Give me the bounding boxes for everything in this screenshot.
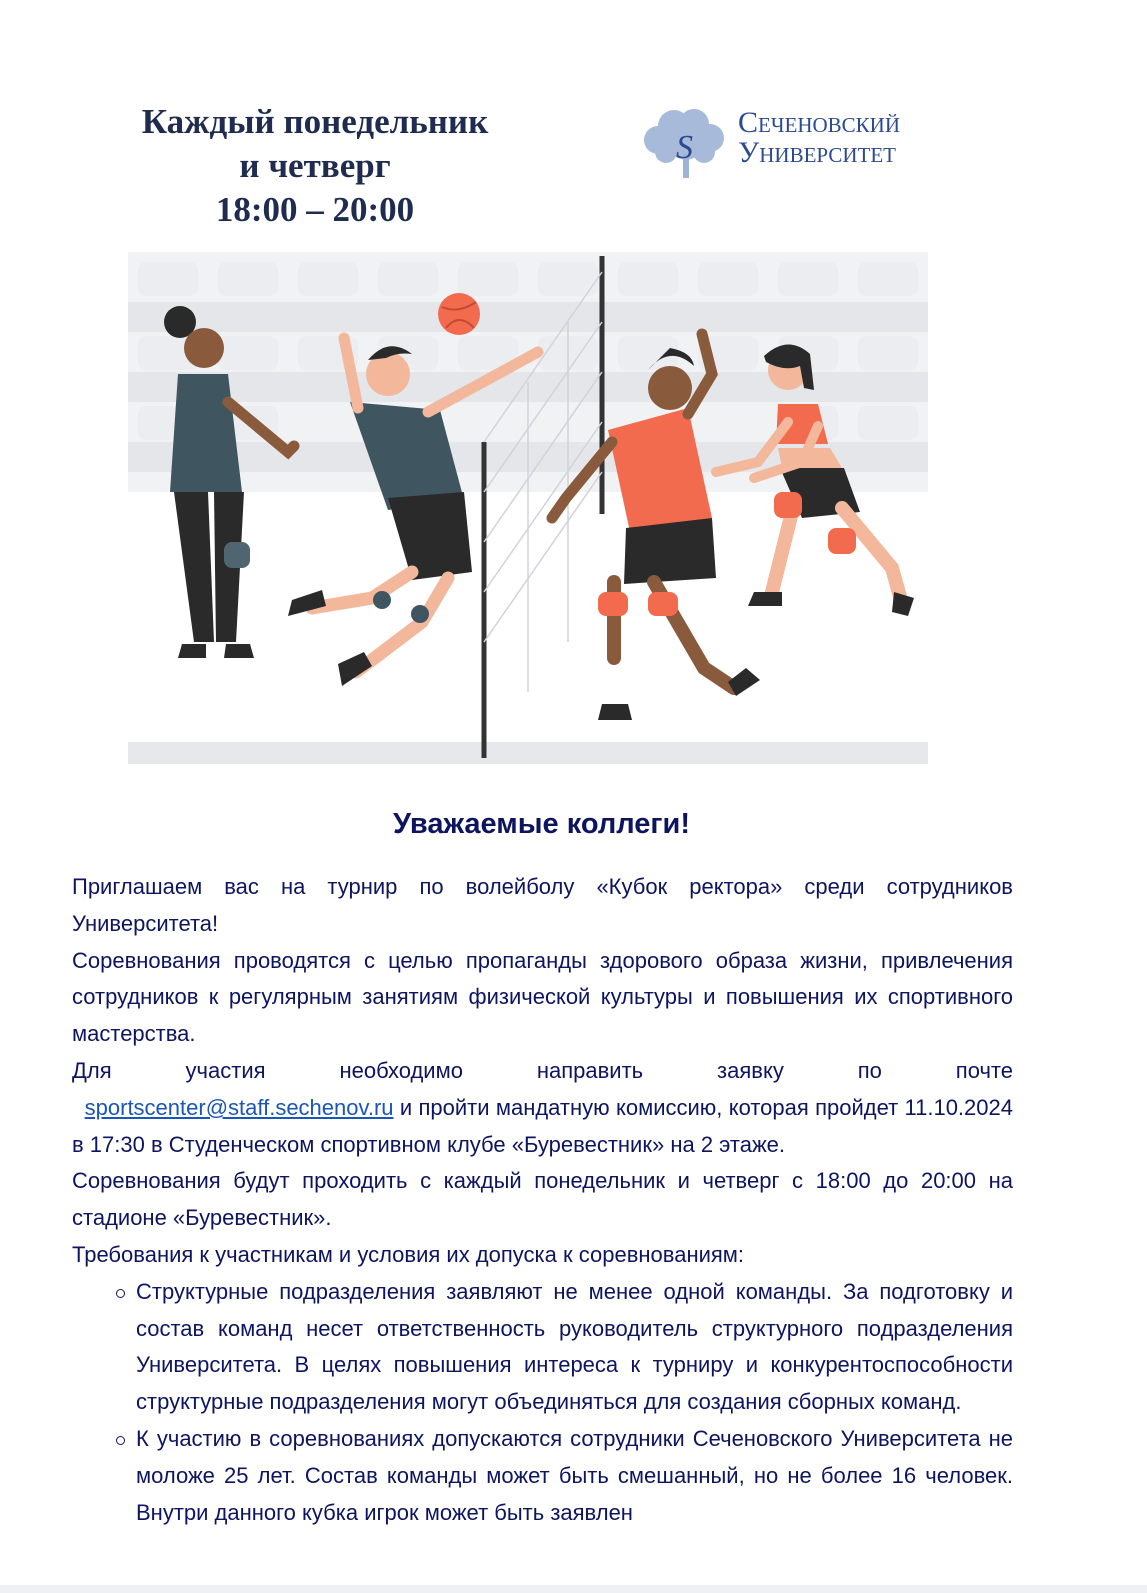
invitation-paragraph: Приглашаем вас на турнир по волейболу «Кубок ректора» среди сотрудников Университета! [72, 874, 1013, 936]
list-item: К участию в соревнованиях допускаются сотрудники Сеченовского Университета не моложе 25 лет. Состав команды может быть смешанный, но не более 16 человек. Внутри данного кубка игрок может быть заявлен [136, 1421, 1013, 1531]
volleyball-players-icon [128, 252, 928, 772]
schedule-line-1: Каждый понедельник [141, 102, 489, 141]
tree-logo-icon [638, 104, 734, 184]
schedule-line-2: и четверг [239, 146, 391, 185]
application-line: Для участия необходимо направить заявку по почте [72, 1057, 1013, 1083]
logo-text [738, 108, 900, 168]
list-item: Структурные подразделения заявляют не менее одной команды. За подготовку и состав команд несет ответственность руководитель структурного подразделения Университета. В целях повышения интереса к турниру и конкурентоспособности структурные подразделения могут объединяться для создания сборных команд. [136, 1274, 1013, 1421]
logo-line-1: Сеченовский [738, 106, 900, 139]
letter-body [72, 869, 1013, 1531]
greeting-heading: Уважаемые коллеги! [393, 808, 690, 840]
schedule-paragraph: Соревнования будут проходить с каждый понедельник и четверг с 18:00 до 20:00 на стадионе «Буревестник». [72, 1168, 1013, 1231]
requirements-intro: Требования к участникам и условия их допуска к соревнованиям: [72, 1241, 745, 1267]
schedule-line-3: 18:00 – 20:00 [215, 190, 415, 229]
university-logo [638, 104, 938, 184]
bottom-scrollbar [0, 1585, 1147, 1593]
email-link[interactable]: sportscenter@staff.sechenov.ru [84, 1094, 394, 1120]
schedule-heading [120, 100, 510, 232]
requirements-list [72, 1274, 1013, 1532]
svg-text:S: S [676, 129, 693, 166]
purpose-paragraph: Соревнования проводятся с целью пропаганды здорового образа жизни, привлечения сотрудников к регулярным занятиям физической культуры и повышения их спортивного мастерства. [72, 947, 1013, 1047]
application-rest: и пройти мандатную комиссию, которая пройдет 11.10.2024 в 17:30 в Студенческом спортивном клубе «Буревестник» на 2 этаже. [72, 1094, 1013, 1157]
logo-line-2: Университет [738, 136, 896, 169]
application-paragraph [72, 1090, 1013, 1164]
